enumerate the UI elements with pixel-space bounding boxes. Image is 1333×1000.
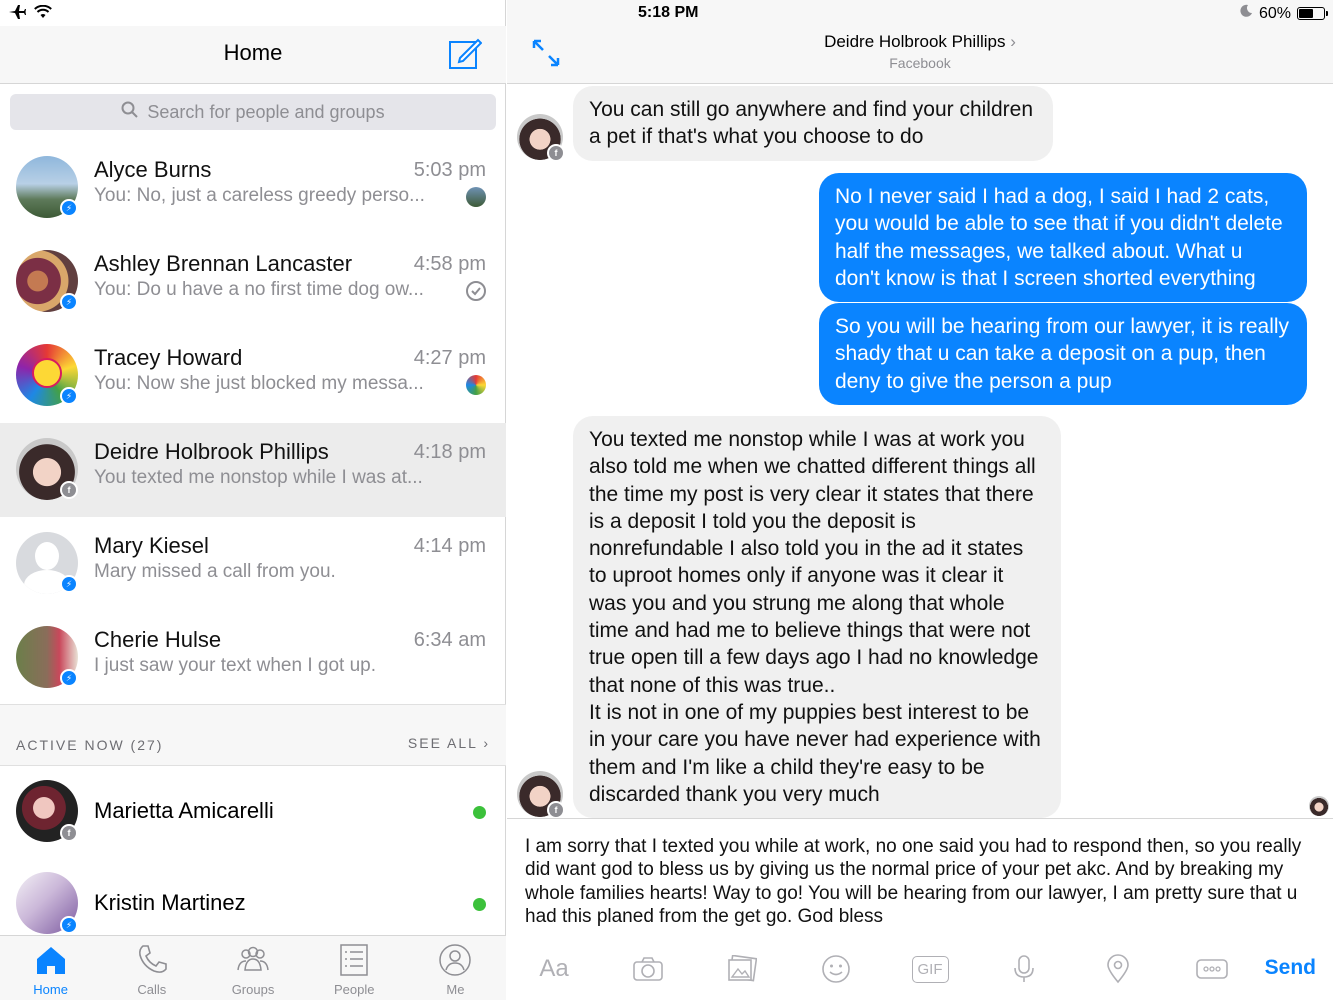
message-bubble-outgoing[interactable]: No I never said I had a dog, I said I had 2 cats, you would be able to see that if you didn't delete half the messages, we talked about. What u don't know is that I screen shorted everything bbox=[819, 173, 1307, 302]
status-bar bbox=[0, 0, 1333, 26]
messenger-badge-icon: ⚡ bbox=[60, 199, 78, 217]
conversation-preview: Mary missed a call from you. bbox=[94, 561, 336, 582]
message-bubble-incoming[interactable]: You can still go anywhere and find your children a pet if that's what you choose to do bbox=[573, 86, 1053, 161]
conversation-row-selected[interactable] bbox=[0, 423, 506, 517]
search-input[interactable] bbox=[10, 94, 496, 130]
battery-icon bbox=[1297, 7, 1325, 20]
online-indicator bbox=[473, 806, 486, 819]
gallery-icon[interactable] bbox=[695, 938, 789, 1000]
conversation-name: Deidre Holbrook Phillips bbox=[94, 439, 329, 464]
conversation-preview: I just saw your text when I got up. bbox=[94, 655, 376, 676]
see-all-label: SEE ALL bbox=[407, 735, 478, 751]
conversation-name: Mary Kiesel bbox=[94, 533, 209, 558]
chat-pane bbox=[507, 0, 1333, 1000]
microphone-icon[interactable] bbox=[977, 938, 1071, 1000]
messenger-badge-icon: ⚡ bbox=[60, 387, 78, 405]
conversation-name: Cherie Hulse bbox=[94, 627, 222, 652]
compose-icon[interactable] bbox=[448, 36, 482, 70]
conversation-time: 4:18 pm bbox=[413, 441, 486, 463]
chat-contact-name[interactable] bbox=[507, 32, 1333, 52]
see-all-link[interactable] bbox=[408, 735, 490, 751]
conversation-row[interactable] bbox=[0, 517, 506, 611]
conversation-preview: You: Now she just blocked my messa... bbox=[94, 373, 424, 394]
text-format-icon[interactable] bbox=[507, 938, 601, 1000]
read-receipt-avatar bbox=[1309, 796, 1329, 816]
conversation-name: Tracey Howard bbox=[94, 345, 243, 370]
active-user-name: Kristin Martinez bbox=[94, 890, 246, 915]
people-list-icon bbox=[336, 942, 372, 978]
active-now-header bbox=[0, 704, 506, 766]
conversation-preview: You: Do u have a no first time dog ow... bbox=[94, 279, 424, 300]
conversation-row[interactable] bbox=[0, 235, 506, 329]
conversation-name: Alyce Burns bbox=[94, 157, 212, 182]
wifi-icon bbox=[34, 5, 52, 24]
message-bubble-incoming[interactable]: You texted me nonstop while I was at work you also told me when we chatted different things all the time my post is very clear it states that there is a deposit I told you the deposit is nonrefundable I also told you in the ad it states to uproot homes only if anyone was it clear it was you and you strung me along that whole time and had me to believe things that were not true open till a few days ago I had no knowledge that none of this was true.. It is not in one of my puppies best interest to be in your care you have never had experience with them and I'm like a child they're easy to be discarded thank you very much bbox=[573, 416, 1061, 818]
composer-toolbar bbox=[507, 938, 1333, 1000]
groups-icon bbox=[235, 942, 271, 978]
messenger-badge-icon: ⚡ bbox=[60, 293, 78, 311]
conversation-preview: You texted me nonstop while I was at... bbox=[94, 467, 423, 488]
location-pin-icon[interactable] bbox=[1071, 938, 1165, 1000]
tab-people-label: People bbox=[333, 982, 375, 997]
more-options-icon[interactable] bbox=[1165, 938, 1259, 1000]
profile-icon bbox=[437, 942, 473, 978]
left-header bbox=[0, 26, 506, 84]
message-composer bbox=[507, 818, 1333, 1000]
messenger-badge-icon: ⚡ bbox=[60, 669, 78, 687]
messenger-badge-icon: ⚡ bbox=[60, 916, 78, 934]
tab-calls[interactable] bbox=[101, 936, 202, 1000]
message-input[interactable]: I am sorry that I texted you while at work, no one said you had to respond then, so you really did want god to bless us by giving us the normal price of your pet akc. And by breaking my whole families hearts! Way to go! You will be hearing from our lawyer, I am pretty sure that u had this planed from the get go. God bless bbox=[525, 836, 1302, 928]
conversation-time: 4:27 pm bbox=[413, 347, 486, 369]
battery-percent: 60% bbox=[1258, 4, 1291, 22]
tab-calls-label: Calls bbox=[137, 982, 167, 997]
battery-fill bbox=[1299, 9, 1313, 18]
delivered-check-icon bbox=[466, 281, 486, 301]
tab-groups[interactable] bbox=[202, 936, 303, 1000]
tab-bar bbox=[0, 935, 506, 1000]
text-format-label: Aa bbox=[539, 955, 569, 982]
tab-me[interactable] bbox=[405, 936, 506, 1000]
messenger-badge-icon: ⚡ bbox=[60, 575, 78, 593]
facebook-badge-icon: f bbox=[547, 144, 565, 162]
search-placeholder: Search for people and groups bbox=[147, 101, 385, 122]
conversation-time: 4:14 pm bbox=[413, 535, 486, 557]
seen-avatar-icon bbox=[466, 375, 486, 395]
conversation-preview: You: No, just a careless greedy perso... bbox=[94, 185, 425, 206]
conversation-row[interactable] bbox=[0, 611, 506, 705]
emoji-icon[interactable] bbox=[789, 938, 883, 1000]
chevron-right-icon: › bbox=[1010, 32, 1016, 51]
conversation-time: 6:34 am bbox=[413, 629, 486, 651]
gif-label: GIF bbox=[912, 956, 949, 983]
gif-icon[interactable] bbox=[883, 938, 977, 1000]
camera-icon[interactable] bbox=[601, 938, 695, 1000]
online-indicator bbox=[473, 898, 486, 911]
chat-subtitle: Facebook bbox=[889, 55, 951, 71]
tab-me-label: Me bbox=[446, 982, 465, 997]
facebook-badge-icon: f bbox=[60, 824, 78, 842]
tab-groups-label: Groups bbox=[231, 982, 275, 997]
active-user-row[interactable] bbox=[0, 766, 506, 858]
clock: 5:18 PM bbox=[638, 4, 699, 21]
conversation-name: Ashley Brennan Lancaster bbox=[94, 251, 353, 276]
active-user-name: Marietta Amicarelli bbox=[94, 798, 274, 823]
phone-icon bbox=[134, 942, 170, 978]
tab-people[interactable] bbox=[304, 936, 405, 1000]
conversation-list-pane bbox=[0, 0, 506, 1000]
home-icon bbox=[33, 942, 69, 978]
do-not-disturb-icon bbox=[1239, 4, 1253, 23]
page-title: Home bbox=[223, 40, 283, 65]
chat-contact-label: Deidre Holbrook Phillips bbox=[824, 32, 1006, 51]
tab-home-label: Home bbox=[33, 982, 68, 997]
facebook-badge-icon: f bbox=[60, 481, 78, 499]
facebook-badge-icon: f bbox=[547, 801, 565, 819]
search-icon bbox=[121, 101, 139, 124]
conversation-time: 4:58 pm bbox=[413, 253, 486, 275]
seen-avatar-icon bbox=[466, 187, 486, 207]
chevron-right-icon: › bbox=[483, 735, 490, 751]
status-left bbox=[8, 4, 52, 25]
conversation-row[interactable] bbox=[0, 329, 506, 423]
active-now-title: ACTIVE NOW (27) bbox=[16, 737, 164, 753]
conversation-row[interactable] bbox=[0, 141, 506, 235]
tab-home[interactable] bbox=[0, 936, 101, 1000]
conversation-time: 5:03 pm bbox=[413, 159, 486, 181]
message-bubble-outgoing[interactable]: So you will be hearing from our lawyer, it is really shady that u can take a deposit on a pup, then deny to give the person a pup bbox=[819, 303, 1307, 405]
airplane-mode-icon bbox=[8, 4, 26, 25]
status-right bbox=[1239, 4, 1325, 23]
send-button[interactable]: Send bbox=[1264, 956, 1316, 979]
